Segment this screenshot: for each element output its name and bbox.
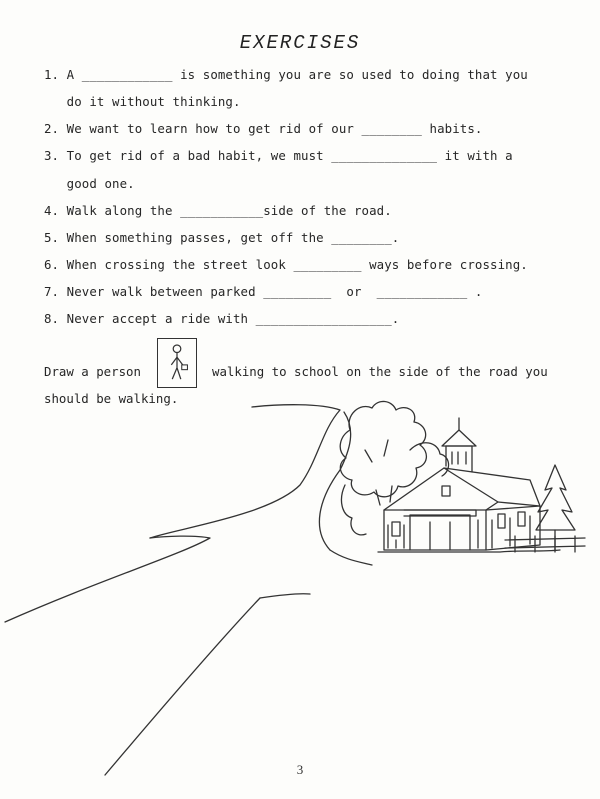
question-7: 7. Never walk between parked _________ or ____________ . <box>44 284 483 299</box>
stick-figure-icon <box>157 338 197 388</box>
question-3-line-2: good one. <box>44 176 135 191</box>
draw-instruction-line-2: should be walking. <box>44 391 179 406</box>
question-1-line-2: do it without thinking. <box>44 94 241 109</box>
question-5: 5. When something passes, get off the ________. <box>44 230 400 245</box>
question-4: 4. Walk along the ___________side of the road. <box>44 203 392 218</box>
page-number: 3 <box>296 762 304 777</box>
question-1-line-1: 1. A ____________ is something you are so used to doing that you <box>44 67 528 82</box>
draw-instruction-suffix: walking to school on the side of the road you <box>212 364 548 379</box>
question-3-line-1: 3. To get rid of a bad habit, we must ______________ it with a <box>44 148 513 163</box>
page-title: EXERCISES <box>239 32 361 54</box>
question-2: 2. We want to learn how to get rid of our ________ habits. <box>44 121 483 136</box>
question-8: 8. Never accept a ride with __________________. <box>44 311 400 326</box>
draw-instruction-prefix: Draw a person <box>44 364 141 379</box>
schoolhouse-road-illustration <box>0 390 600 780</box>
question-6: 6. When crossing the street look _________ ways before crossing. <box>44 257 528 272</box>
